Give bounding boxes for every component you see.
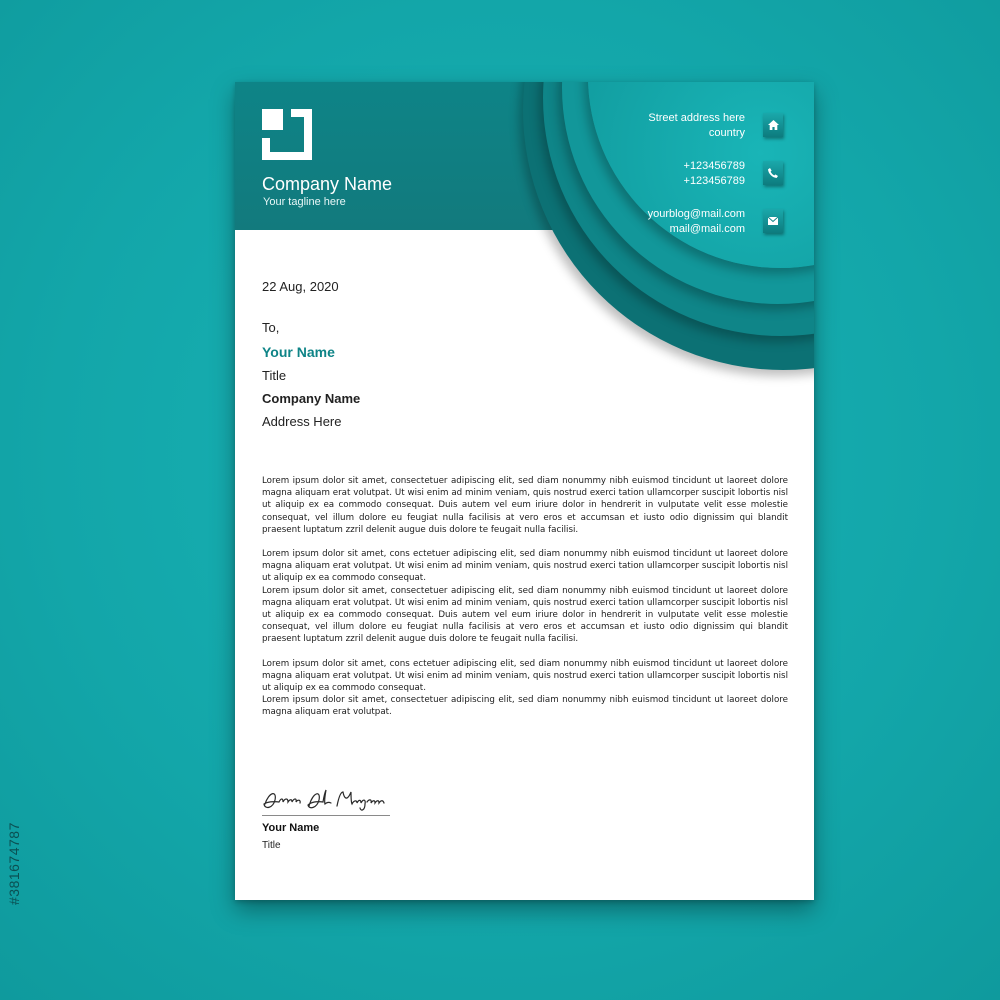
body-paragraph: Lorem ipsum dolor sit amet, consectetuer adipiscing elit, sed diam nonummy nibh euismod tincidunt ut laoreet dolore magna aliquam erat volutpat. xyxy=(262,695,788,718)
recipient-name: Your Name xyxy=(262,344,335,360)
envelope-icon xyxy=(763,209,783,233)
signer-name: Your Name xyxy=(262,822,320,834)
square-bracket-logo xyxy=(262,109,312,160)
contact-emails xyxy=(648,207,745,237)
tagline: Your tagline here xyxy=(263,196,346,208)
stock-id-label: #381674787 xyxy=(6,822,22,905)
email-line: mail@mail.com xyxy=(669,223,745,235)
address-line: Street address here xyxy=(648,112,745,124)
phone-icon xyxy=(763,161,783,185)
handwritten-signature xyxy=(261,784,391,814)
letter-date: 22 Aug, 2020 xyxy=(262,279,339,294)
signer-title: Title xyxy=(262,840,281,851)
body-paragraph: Lorem ipsum dolor sit amet, consectetuer adipiscing elit, sed diam nonummy nibh euismod tincidunt ut laoreet dolore magna aliquam erat volutpat. Ut wisi enim ad minim veniam, quis nostrud exerci tation ullamcorper suscipit lobortis nisl ut aliquip ex ea commodo consequat. Duis autem vel eum iriure dolor in hendrerit in vulputate velit esse molestie consequat, vel illum dolore eu feugiat nulla facilisis at vero eros et accumsan et iusto odio dignissim qui blandit praesent luptatum zzril delenit augue duis dolore te feugait nulla facilisi. xyxy=(262,585,788,645)
address-line: country xyxy=(708,127,745,139)
letter-body xyxy=(262,475,788,719)
recipient-company: Company Name xyxy=(262,391,361,406)
recipient-title: Title xyxy=(262,368,287,383)
signature-line xyxy=(262,815,390,816)
phone-line: +123456789 xyxy=(683,160,745,172)
recipient-address: Address Here xyxy=(262,414,342,429)
contact-address xyxy=(648,111,745,141)
phone-line: +123456789 xyxy=(683,175,745,187)
salutation: To, xyxy=(262,320,280,335)
body-paragraph: Lorem ipsum dolor sit amet, cons ectetuer adipiscing elit, sed diam nonummy nibh euismod tincidunt ut laoreet dolore magna aliquam erat volutpat. Ut wisi enim ad minim veniam, quis nostrud exerci tation ullamcorper suscipit lobortis nisl ut aliquip ex ea commodo consequat. xyxy=(262,549,788,584)
body-paragraph: Lorem ipsum dolor sit amet, cons ectetuer adipiscing elit, sed diam nonummy nibh euismod tincidunt ut laoreet dolore magna aliquam erat volutpat. Ut wisi enim ad minim veniam, quis nostrud exerci tation ullamcorper suscipit lobortis nisl ut aliquip ex ea commodo consequat. xyxy=(262,658,788,694)
letterhead-page xyxy=(235,82,814,900)
home-icon xyxy=(763,113,783,137)
email-line: yourblog@mail.com xyxy=(647,208,745,220)
contact-phones xyxy=(684,159,745,189)
company-name: Company Name xyxy=(262,174,393,194)
body-paragraph: Lorem ipsum dolor sit amet, consectetuer adipiscing elit, sed diam nonummy nibh euismod tincidunt ut laoreet dolore magna aliquam erat volutpat. Ut wisi enim ad minim veniam, quis nostrud exerci tation ullamcorper suscipit lobortis nisl ut aliquip ex ea commodo consequat. Duis autem vel eum iriure dolor in hendrerit in vulputate velit esse molestie consequat, vel illum dolore eu feugiat nulla facilisis at vero eros et accumsan et iusto odio dignissim qui blandit praesent luptatum zzril delenit augue duis dolore te feugait nulla facilisi. xyxy=(262,476,788,535)
